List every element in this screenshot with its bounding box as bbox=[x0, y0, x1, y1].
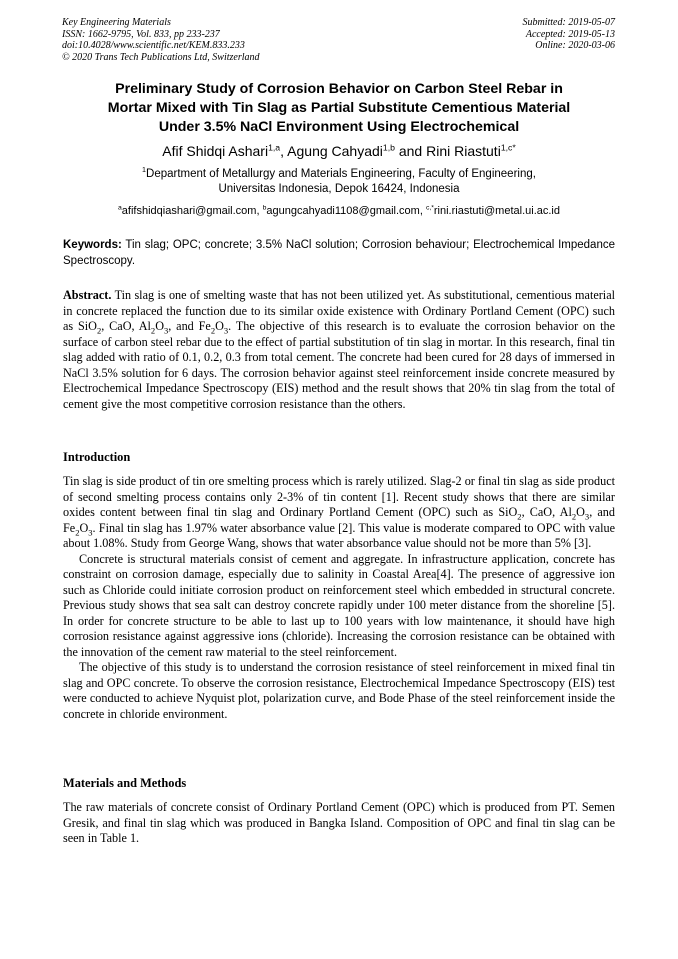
author-name: Agung Cahyadi bbox=[287, 143, 383, 159]
paragraph: The objective of this study is to understand the corrosion resistance of steel reinforcement in mixed final tin slag and OPC concrete. To observe the corrosion resistance, Electrochemical Impedance Spectroscopy (EIS) test were conducted to achieve Nyquist plot, polarization curve, and Bode Phase of the steel reinforcement inside the concrete in chloride environment. bbox=[63, 660, 615, 721]
paragraph-text: O bbox=[79, 520, 89, 535]
subscript: 3 bbox=[164, 325, 169, 336]
abstract-text: . The objective of this research is to evaluate the corrosion behavior on the surface of carbon steel rebar due to the effect of partial substitution of tin slag in mortar. In this research, final tin slag added with ratio of 0.1, 0.2, 0.3 from total cement. The concrete had been cured for 28 days of immersed in NaCl 3.5% solution for 6 days. The corrosion behavior against steel reinforcement inside concrete measured by Electrochemical Impedance Spectroscopy (EIS) method and the result shows that 20% tin slag from the total of cement give the most competitive corrosion resistance than the others. bbox=[63, 319, 615, 411]
author-separator: and bbox=[394, 143, 427, 159]
introduction-body bbox=[63, 474, 615, 722]
email-superscript: a bbox=[118, 204, 122, 212]
title-line: Under 3.5% NaCl Environment Using Electrochemical bbox=[158, 119, 520, 135]
keywords-label: Keywords: bbox=[63, 239, 122, 251]
author-superscript: 1,a bbox=[268, 142, 281, 153]
journal-issn: ISSN: 1662-9795, Vol. 833, pp 233-237 bbox=[62, 28, 220, 40]
abstract-text: , and Fe bbox=[168, 319, 211, 333]
paragraph-text: Tin slag is side product of tin ore smelting process which is rarely utilized. Slag-2 or final tin slag as side product of second smelting process contains only 2-3% of tin content [1]. Recent study shows that there are similar oxides content between final tin slag and Ordinary Portland Cement (OPC) such as SiO bbox=[63, 474, 615, 519]
subscript: 2 bbox=[210, 325, 216, 336]
author-superscript: 1,c* bbox=[500, 142, 516, 153]
keywords bbox=[63, 238, 615, 269]
author-emails bbox=[20, 204, 658, 218]
paragraph-text: O bbox=[576, 505, 585, 519]
date-submitted: Submitted: 2019-05-07 bbox=[522, 17, 615, 28]
paragraph-text: , and Fe bbox=[63, 505, 615, 535]
abstract-text: O bbox=[215, 319, 224, 333]
affiliation-line: Universitas Indonesia, Depok 16424, Indonesia bbox=[218, 183, 460, 195]
subscript: 3 bbox=[88, 526, 93, 537]
author-name: Rini Riastuti bbox=[426, 143, 501, 159]
subscript: 3 bbox=[223, 325, 229, 336]
paper-title bbox=[40, 80, 638, 137]
journal-doi: doi:10.4028/www.scientific.net/KEM.833.233 bbox=[62, 40, 245, 51]
paragraph: The raw materials of concrete consist of Ordinary Portland Cement (OPC) which is produced from PT. Semen Gresik, and final tin slag which was produced in Bangka Island. Composition of OPC and final tin slag can be seen in Table 1. bbox=[63, 800, 615, 845]
affiliation-line: Department of Metallurgy and Materials Engineering, Faculty of Engineering, bbox=[146, 168, 536, 180]
abstract-text: O bbox=[155, 319, 164, 333]
author-superscript: 1,b bbox=[382, 142, 395, 153]
paragraph bbox=[63, 474, 615, 552]
abstract-label: Abstract. bbox=[63, 288, 112, 302]
affiliation bbox=[40, 167, 638, 197]
abstract-text: , CaO, Al bbox=[101, 319, 151, 333]
methods-body bbox=[63, 800, 615, 847]
email-address[interactable]: rini.riastuti@metal.ui.ac.id bbox=[433, 205, 560, 217]
title-line: Preliminary Study of Corrosion Behavior on Carbon Steel Rebar in bbox=[115, 81, 563, 97]
email-superscript: b bbox=[262, 204, 267, 212]
abstract bbox=[63, 288, 615, 412]
paragraph-text: , CaO, Al bbox=[521, 505, 572, 519]
abstract-text: Tin slag is one of smelting waste that has not been utilized yet. As substitutional, cementious material in concrete replaced the function due to its similar oxide existence with Ordinary Portland Cement (OPC) such as SiO bbox=[63, 288, 615, 333]
email-address[interactable]: agungcahyadi1108@gmail.com, bbox=[266, 205, 426, 217]
subscript: 3 bbox=[584, 511, 590, 522]
journal-info bbox=[62, 17, 260, 63]
affiliation-superscript: 1 bbox=[142, 166, 147, 175]
section-heading-introduction: Introduction bbox=[63, 450, 131, 464]
journal-name: Key Engineering Materials bbox=[62, 17, 171, 28]
subscript: 2 bbox=[571, 511, 577, 522]
subscript: 2 bbox=[75, 526, 80, 537]
keywords-text: Tin slag; OPC; concrete; 3.5% NaCl solution; Corrosion behaviour; Electrochemical Impedance Spectroscopy. bbox=[63, 239, 615, 267]
publication-dates bbox=[523, 17, 616, 52]
title-line: Mortar Mixed with Tin Slag as Partial Substitute Cementious Material bbox=[107, 100, 571, 116]
section-heading-methods: Materials and Methods bbox=[63, 776, 187, 790]
author-separator: , bbox=[280, 143, 288, 159]
paragraph-text: . Final tin slag has 1.97% water absorbance value [2]. This value is moderate compared to OPC with value about 1.08%. Study from George Wang, shows that water absorbance value should not be more than 5% [3]. bbox=[63, 520, 615, 550]
subscript: 2 bbox=[96, 325, 102, 336]
subscript: 2 bbox=[150, 325, 156, 336]
author-list bbox=[40, 142, 638, 160]
journal-copyright: © 2020 Trans Tech Publications Ltd, Switzerland bbox=[62, 51, 260, 63]
date-accepted: Accepted: 2019-05-13 bbox=[525, 28, 615, 40]
date-online: Online: 2020-03-06 bbox=[535, 40, 615, 51]
email-superscript: c,* bbox=[425, 204, 434, 212]
paragraph: Concrete is structural materials consist of cement and aggregate. In infrastructure application, concrete has constraint on corrosion damage, especially due to salinity in Coastal Area[4]. The presence of aggressive ion such as Chloride could initiate corrosion product on reinforcement steel which embedded in structural concrete. Previous study shows that sea salt can destroy concrete rapidly under 100 meter distance from the shoreline [5]. In order for concrete structure to be able to last up to 100 years with low maintenance, it should have high corrosion resistance against aggressive ions (chloride). Increasing the corrosion resistance can be obtained with the innovation of the cement raw material to the steel reinforcement. bbox=[63, 551, 615, 659]
email-address[interactable]: afifshidqiashari@gmail.com, bbox=[121, 205, 263, 217]
author-name: Afif Shidqi Ashari bbox=[162, 143, 269, 159]
subscript: 2 bbox=[517, 511, 522, 522]
